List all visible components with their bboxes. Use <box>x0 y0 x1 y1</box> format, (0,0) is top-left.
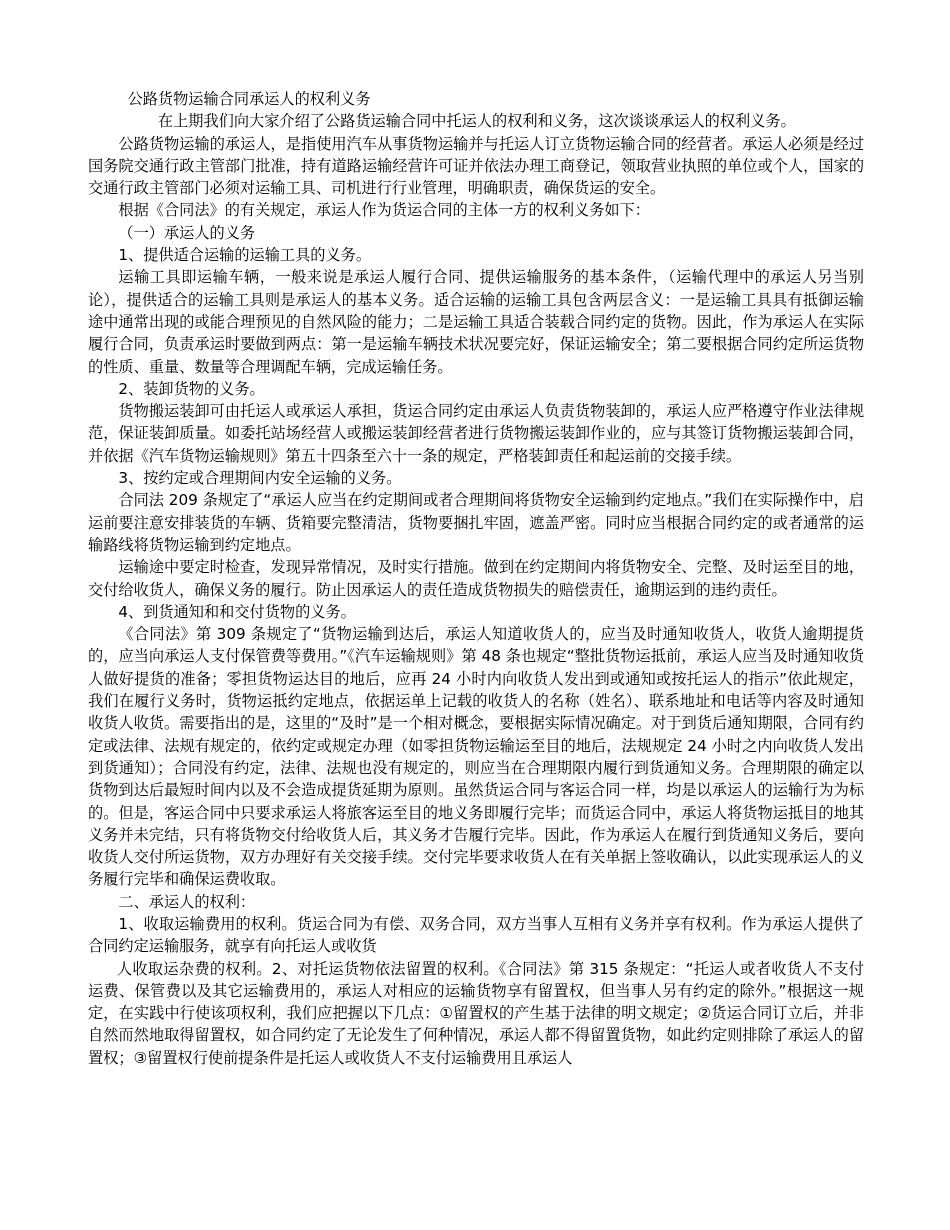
intro-paragraph: 在上期我们向大家介绍了公路货运输合同中托运人的权利和义务，这次谈谈承运人的权利义务。 <box>157 112 796 131</box>
item-heading: 1、提供适合运输的运输工具的义务。 <box>118 246 372 265</box>
body-paragraph: 运输途中要定时检查，发现异常情况，及时实行措施。做到在约定期间内将货物安全、完整、及时运至目的地，交付给收货人，确保义务的履行。防止因承运人的责任造成货物损失的赔偿责任，逾期运到的违约责任。 <box>88 558 864 599</box>
document-title: 公路货物运输合同承运人的权利义务 <box>127 90 371 108</box>
item-heading: 3、按约定或合理期间内安全运输的义务。 <box>118 469 402 488</box>
body-paragraph: 运输工具即运输车辆，一般来说是承运人履行合同、提供运输服务的基本条件，（运输代理中的承运人另当别论），提供适合的运输工具则是承运人的基本义务。适合运输的运输工具包含两层含义：一是运输工具具有抵御运输途中通常出现的或能合理预见的自然风险的能力；二是运输工具适合装载合同约定的货物。因此，作为承运人在实际履行合同，负责承运时要做到两点：第一是运输车辆技术状况要完好，保证运输安全；第二要根据合同约定所运货物的性质、重量、数量等合理调配车辆，完成运输任务。 <box>88 268 864 376</box>
document-body <box>88 88 864 1069</box>
body-paragraph: 货物搬运装卸可由托运人或承运人承担，货运合同约定由承运人负责货物装卸的，承运人应严格遵守作业法律规范，保证装卸质量。如委托站场经营人或搬运装卸经营者进行货物搬运装卸作业的，应与其签订货物搬运装卸合同，并依据《汽车货物运输规则》第五十四条至六十一条的规定，严格装卸责任和起运前的交接手续。 <box>88 402 864 465</box>
body-paragraph: 1、收取运输费用的权利。货运合同为有偿、双务合同，双方当事人互相有义务并享有权利。作为承运人提供了合同约定运输服务，就享有向托运人或收货 <box>88 914 864 956</box>
section-heading: 二、承运人的权利： <box>118 892 256 911</box>
body-paragraph: 合同法 209 条规定了“承运人应当在约定期间或者合理期间将货物安全运输到约定地点。”我们在实际操作中，启运前要注意安排装货的车辆、货箱要完整清洁，货物要捆扎牢固，遮盖严密。同时应当根据合同约定的或者通常的运输路线将货物运输到约定地点。 <box>88 491 864 554</box>
item-heading: 4、到货通知和和交付货物的义务。 <box>118 602 356 621</box>
body-paragraph: 人收取运杂费的权利。2、对托运货物依法留置的权利。《合同法》第 315 条规定：“托运人或者收货人不支付运费、保管费以及其它运输费用的，承运人对相应的运输货物享有留置权，但当事人另有约定的除外。”根据这一规定，在实践中行使该项权利，我们应把握以下几点：①留置权的产生基于法律的明文规定；②货运合同订立后，并非自然而然地取得留置权，如合同约定了无论发生了何种情况，承运人都不得留置货物，如此约定则排除了承运人的留置权；③留置权行使前提条件是托运人或收货人不支付运输费用且承运人 <box>88 959 864 1067</box>
body-paragraph: 《合同法》第 309 条规定了“货物运输到达后，承运人知道收货人的，应当及时通知收货人，收货人逾期提货的，应当向承运人支付保管费等费用。”《汽车运输规则》第 48 条也规定“整批货物运抵前，承运人应当及时通知收货人做好提货的准备；零担货物运达目的地后，应再 24 小时内向收货人发出到或通知或按托运人的指示”依此规定，我们在履行义务时，货物运抵约定地点，依据运单上记载的收货人的名称（姓名）、联系地址和电话等内容及时通知收货人收货。需要指出的是，这里的“及时”是一个相对概念，要根据实际情况确定。对于到货后通知期限，合同有约定或法律、法规有规定的，依约定或规定办理（如零担货物运输运至目的地后，法规规定 24 小时之内向收货人发出到货通知）；合同没有约定，法律、法规也没有规定的，则应当在合理期限内履行到货通知义务。合理期限的确定以货物到达后最短时间内以及不会造成提货延期为原则。虽然货运合同与客运合同一样，均是以承运人的运输行为为标的。但是，客运合同中只要求承运人将旅客运至目的地义务即履行完毕；而货运合同中，承运人将货物运抵目的地其义务并未完结，只有将货物交付给收货人后，其义务才告履行完毕。因此，作为承运人在履行到货通知义务后，要向收货人交付所运货物，双方办理好有关交接手续。交付完毕要求收货人在有关单据上签收确认，以此实现承运人的义务履行完毕和确保运费收取。 <box>88 625 864 889</box>
body-paragraph: 公路货物运输的承运人，是指使用汽车从事货物运输并与托运人订立货物运输合同的经营者。承运人必须是经过国务院交通行政主管部门批准，持有道路运输经营许可证并依法办理工商登记，领取营业执照的单位或个人，国家的交通行政主管部门必须对运输工具、司机进行行业管理，明确职责，确保货运的安全。 <box>88 134 864 198</box>
body-paragraph: 根据《合同法》的有关规定，承运人作为货运合同的主体一方的权利义务如下： <box>118 201 650 220</box>
item-heading: 2、装卸货物的义务。 <box>118 379 265 398</box>
section-heading: （一）承运人的义务 <box>118 223 256 242</box>
